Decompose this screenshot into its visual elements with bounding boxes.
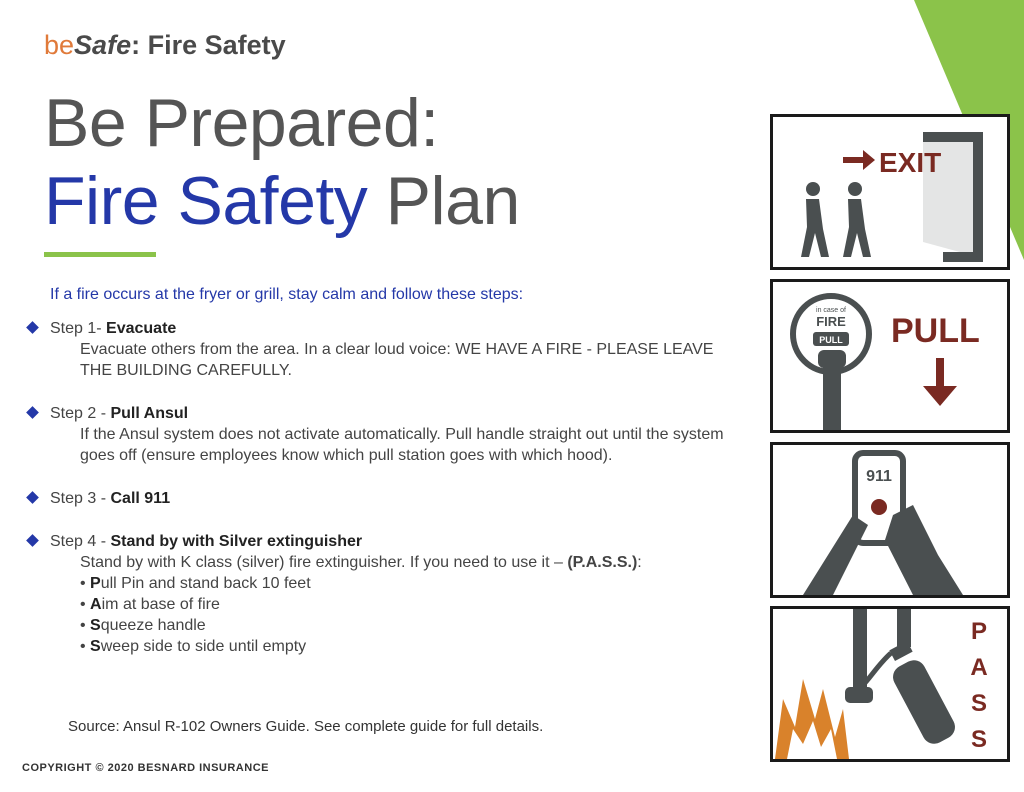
pull-station-illustration xyxy=(773,282,1007,430)
step-3: Step 3 - Call 911 xyxy=(24,488,744,509)
call-911-panel xyxy=(770,442,1010,598)
copyright: COPYRIGHT © 2020 BESNARD INSURANCE xyxy=(22,762,269,774)
steps-list xyxy=(24,318,744,679)
arrow-right-icon xyxy=(843,150,875,170)
pass-item: • Sweep side to side until empty xyxy=(80,638,307,655)
svg-text:PULL: PULL xyxy=(819,335,843,345)
intro-text: If a fire occurs at the fryer or grill, stay calm and follow these steps: xyxy=(50,286,524,303)
brand-logo: beSafe: Fire Safety xyxy=(44,30,286,60)
step-4-body: Stand by with K class (silver) fire extinguisher. If you need to use it – (P.A.S.S.): xyxy=(80,554,642,571)
title-underline xyxy=(44,252,156,257)
page-title xyxy=(44,84,520,240)
extinguisher-illustration xyxy=(773,609,1007,759)
exit-illustration xyxy=(773,117,1007,267)
diamond-bullet-icon xyxy=(26,321,39,334)
step-1: Step 1- Evacuate Evacuate others from the area. In a clear loud voice: WE HAVE A FIRE - PLEASE LEAVE THE BUILDING CAREFULLY. xyxy=(24,318,744,381)
step-4: Step 4 - Stand by with Silver extinguisher Stand by with K class (silver) fire extinguisher. If you need to use it – (P.A.S.S.): • Pull Pin and stand back 10 feet • Aim at base of fire • Squeeze handle • Sweep side to side until empty xyxy=(24,531,744,657)
title-line-1: Be Prepared: xyxy=(44,85,439,161)
pass-item: • Pull Pin and stand back 10 feet xyxy=(80,575,311,592)
diamond-bullet-icon xyxy=(26,534,39,547)
exit-panel xyxy=(770,114,1010,270)
fire-icon xyxy=(775,679,849,759)
exit-label: EXIT xyxy=(879,147,942,178)
step-2: Step 2 - Pull Ansul If the Ansul system does not activate automatically. Pull handle straight out until the system goes off (ensure employees know which pull station goes with which hood). xyxy=(24,403,744,466)
pass-item: • Squeeze handle xyxy=(80,617,206,634)
step-1-body: Evacuate others from the area. In a clear loud voice: WE HAVE A FIRE - PLEASE LEAVE THE BUILDING CAREFULLY. xyxy=(80,341,714,379)
pass-letter: A xyxy=(970,654,988,681)
arrow-down-icon xyxy=(923,358,957,406)
pass-letter: S xyxy=(970,690,988,717)
svg-text:FIRE: FIRE xyxy=(816,314,846,329)
pass-letter: S xyxy=(970,726,988,753)
diamond-bullet-icon xyxy=(26,491,39,504)
pull-label: PULL xyxy=(891,312,980,350)
svg-text:911: 911 xyxy=(866,468,892,485)
walking-person-icon xyxy=(801,182,871,257)
hand-icon xyxy=(818,350,846,430)
pull-panel xyxy=(770,279,1010,433)
svg-text:in case of: in case of xyxy=(816,307,846,314)
phone-illustration xyxy=(773,445,1007,595)
pass-panel xyxy=(770,606,1010,762)
title-line-2: Fire Safety Plan xyxy=(44,163,520,239)
diamond-bullet-icon xyxy=(26,406,39,419)
pass-item: • Aim at base of fire xyxy=(80,596,220,613)
source-note: Source: Ansul R-102 Owners Guide. See complete guide for full details. xyxy=(68,718,544,735)
pass-letter: P xyxy=(970,618,988,645)
step-2-body: If the Ansul system does not activate automatically. Pull handle straight out until the system goes off (ensure employees know which pull station goes with which hood). xyxy=(80,426,724,464)
